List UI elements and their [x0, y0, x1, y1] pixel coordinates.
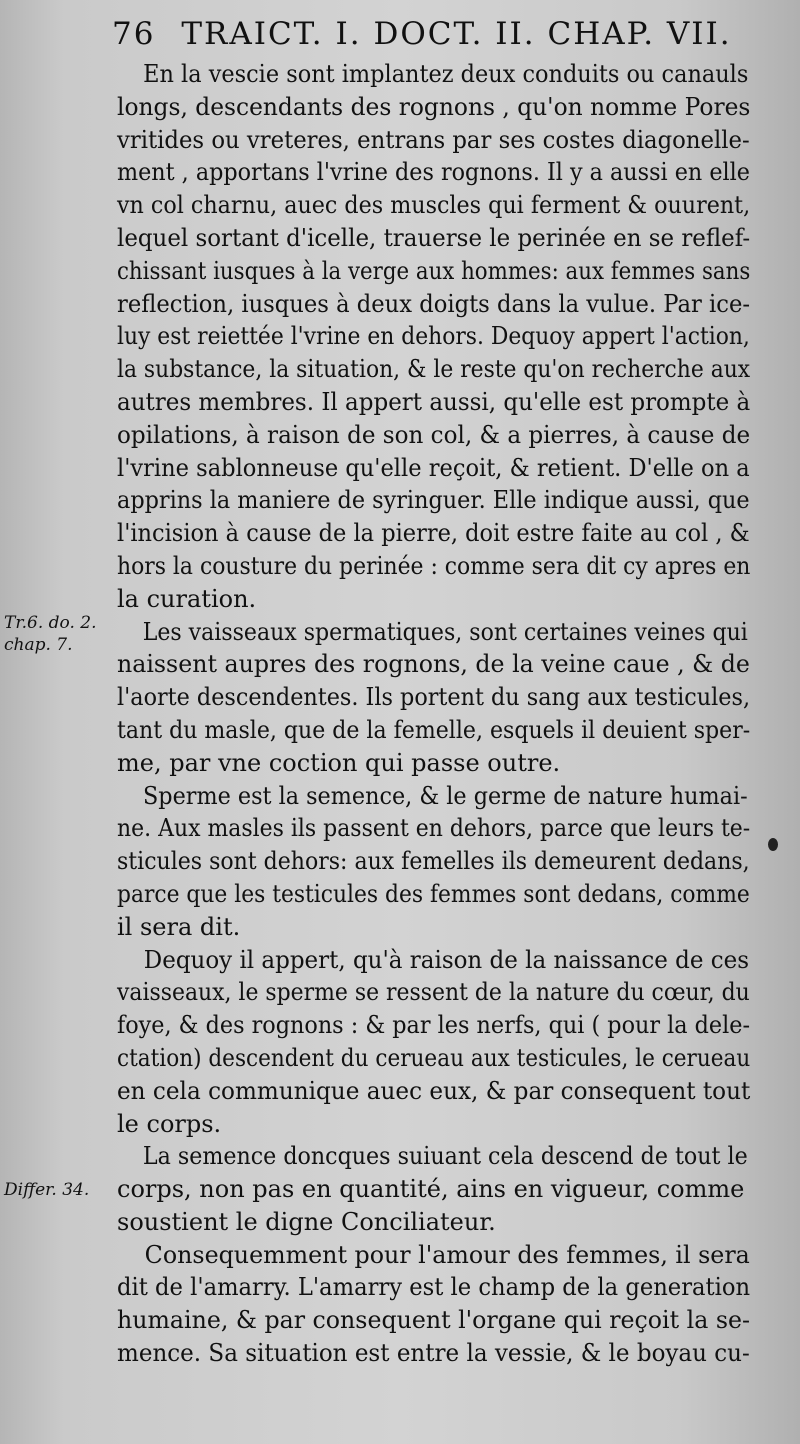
text-line: vritides ou vreteres, entrans par ses costes diagonelle- — [117, 125, 750, 154]
text-line: il sera dit. — [117, 912, 241, 941]
text-line: luy est reiettée l'vrine en dehors. Dequoy appert l'action, — [117, 322, 750, 351]
running-title: TRAICT. I. DOCT. II. CHAP. VII. — [181, 16, 732, 52]
text-line: Sperme est la semence, & le germe de nature humai- — [143, 781, 748, 810]
text-line: ctation) descendent du cerueau aux testicules, le cerueau — [117, 1043, 751, 1072]
text-line: apprins la maniere de syringuer. Elle indique aussi, que — [117, 486, 750, 515]
paragraph-amarry — [117, 1239, 750, 1370]
running-head — [112, 14, 732, 54]
text-line: me, par vne coction qui passe outre. — [117, 748, 561, 777]
text-line: parce que les testicules des femmes sont dedans, comme — [117, 879, 750, 908]
text-line: En la vescie sont implantez deux conduits ou canauls — [143, 60, 749, 88]
paragraph-vaisseaux — [117, 616, 750, 780]
paragraph-sperme — [117, 780, 750, 944]
margin-note-line: Differ. 34. — [4, 1180, 90, 1200]
text-line: foye, & des rognons : & par les nerfs, qui ( pour la dele- — [117, 1011, 750, 1040]
text-line: en cela communique auec eux, & par consequent tout — [117, 1076, 751, 1105]
text-line: humaine, & par consequent l'organe qui reçoit la se- — [117, 1306, 750, 1335]
margin-note-differ — [4, 1179, 89, 1201]
text-line: l'vrine sablonneuse qu'elle reçoit, & retient. D'elle on a — [117, 453, 750, 482]
page-number: 76 — [112, 16, 156, 52]
text-line: ment , apportans l'vrine des rognons. Il y a aussi en elle — [117, 158, 750, 187]
text-line: dit de l'amarry. L'amarry est le champ de la generation — [117, 1273, 751, 1302]
paragraph-dequoy — [117, 944, 750, 1141]
text-line: la curation. — [117, 584, 257, 613]
text-line: vaisseaux, le sperme se ressent de la nature du cœur, du — [117, 978, 750, 1007]
ink-spot — [768, 838, 778, 851]
text-line: corps, non pas en quantité, ains en vigueur, comme — [117, 1175, 745, 1204]
text-line: longs, descendants des rognons , qu'on nomme Pores — [117, 92, 751, 121]
text-line: Consequemment pour l'amour des femmes, il sera — [144, 1240, 750, 1269]
text-line: soustient le digne Conciliateur. — [117, 1207, 496, 1236]
text-column — [117, 58, 750, 1370]
text-line: l'incision à cause de la pierre, doit estre faite au col , & — [117, 519, 750, 548]
text-line: Les vaisseaux spermatiques, sont certaines veines qui — [142, 617, 748, 646]
text-line: La semence doncques suiuant cela descend de tout le — [142, 1142, 748, 1171]
text-line: vn col charnu, auec des muscles qui ferment & ouurent, — [117, 191, 751, 220]
text-line: chissant iusques à la verge aux hommes: aux femmes sans — [117, 256, 751, 285]
text-line: autres membres. Il appert aussi, qu'elle est prompte à — [117, 387, 751, 416]
text-line: la substance, la situation, & le reste qu'on recherche aux — [117, 355, 751, 384]
text-line: Dequoy il appert, qu'à raison de la naissance de ces — [143, 945, 750, 974]
paragraph-vescie — [117, 58, 750, 616]
text-line: opilations, à raison de son col, & a pierres, à cause de — [117, 420, 751, 449]
text-line: reflection, iusques à deux doigts dans la vulue. Par ice- — [117, 289, 751, 318]
text-line: tant du masle, que de la femelle, esquels il deuient sper- — [117, 715, 751, 744]
text-line: hors la cousture du perinée : comme sera dit cy apres en — [117, 551, 751, 580]
text-line: mence. Sa situation est entre la vessie, & le boyau cu- — [117, 1339, 750, 1368]
text-line: l'aorte descendentes. Ils portent du sang aux testicules, — [117, 683, 751, 712]
text-line: sticules sont dehors: aux femelles ils demeurent dedans, — [117, 847, 750, 876]
text-line: ne. Aux masles ils passent en dehors, parce que leurs te- — [117, 814, 751, 843]
margin-note-line: chap. 7. — [4, 635, 73, 655]
paragraph-semence — [117, 1140, 750, 1238]
text-line: naissent aupres des rognons, de la veine caue , & de — [117, 650, 750, 679]
text-line: lequel sortant d'icelle, trauerse le perinée en se reflef- — [117, 223, 751, 252]
text-line: le corps. — [117, 1109, 222, 1138]
margin-note-tr6 — [4, 612, 96, 656]
margin-note-line: Tr.6. do. 2. — [4, 613, 97, 633]
